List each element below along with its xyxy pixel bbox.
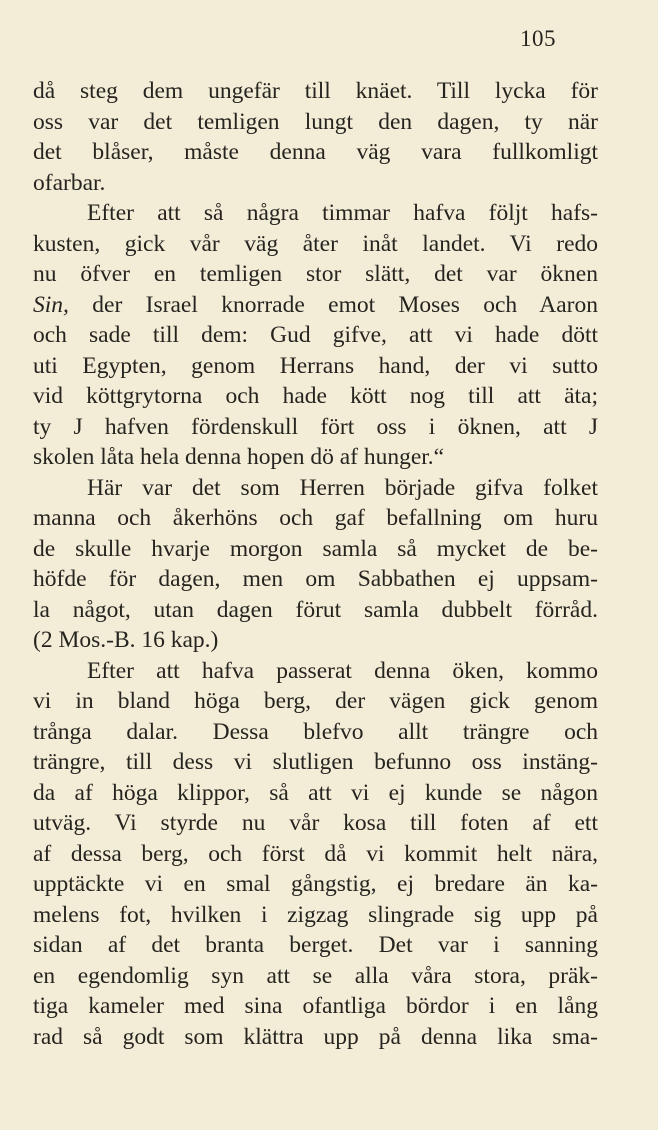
text-line: trånga dalar. Dessa blefvo allt trängre och [33,718,598,745]
text-line: skolen låta hela denna hopen dö af hunger.“ [33,444,445,470]
text-line: utväg. Vi styrde nu vår kosa till foten af ett [33,810,598,836]
text-line: höfde för dagen, men om Sabbathen ej uppsam- [33,566,598,592]
text-line: ofarbar. [33,169,106,196]
text-line [33,290,598,321]
text-line: det blåser, måste denna väg vara fullkomligt [33,139,598,165]
page-number: 105 [520,26,556,51]
text-line: nu öfver en temligen stor slätt, det var öknen [33,261,598,287]
text-line: af dessa berg, och först då vi kommit helt nära, [33,840,598,867]
line-rest: der Israel knorrade emot Moses och Aaron [68,291,598,318]
text-line: trängre, till dess vi slutligen befunno oss instäng- [33,749,598,775]
italic-word: Sin, [33,291,69,318]
text-line: rad så godt som klättra upp på denna lika sma- [33,1023,598,1050]
text-line: oss var det temligen lungt den dagen, ty när [33,108,598,135]
paragraph-start-line: Här var det som Herren började gifva folket [87,474,598,501]
paragraph-start-line: Efter att så några timmar hafva följt hafs- [87,200,598,226]
text-line: då steg dem ungefär till knäet. Till lycka för [33,78,598,104]
text-line: ty J hafven fördenskull fört oss i öknen, att J [33,413,598,440]
text-line: tiga kameler med sina ofantliga bördor i en lång [33,993,598,1019]
text-line: manna och åkerhöns och gaf befallning om huru [33,505,598,531]
text-line: och sade till dem: Gud gifve, att vi hade dött [33,322,598,348]
text-line: (2 Mos.-B. 16 kap.) [33,627,219,653]
text-line: melens fot, hvilken i zigzag slingrade sig upp på [33,901,598,928]
text-line: de skulle hvarje morgon samla så mycket de be- [33,535,598,562]
text-line: vid köttgrytorna och hade kött nog till att äta; [33,383,598,409]
text-line: vi in bland höga berg, der vägen gick genom [33,688,598,714]
text-line: la något, utan dagen förut samla dubbelt förråd. [33,596,598,623]
text-line: kusten, gick vår väg åter inåt landet. Vi redo [33,230,598,257]
text-line: sidan af det branta berget. Det var i sanning [33,932,598,958]
text-line: upptäckte vi en smal gångstig, ej bredare än ka- [33,871,598,897]
text-line: en egendomlig syn att se alla våra stora, präk- [33,962,598,989]
text-line: uti Egypten, genom Herrans hand, der vi sutto [33,352,598,379]
paragraph-start-line: Efter att hafva passerat denna öken, kommo [87,657,598,684]
body-text [33,76,598,1052]
text-line: da af höga klippor, så att vi ej kunde se någon [33,779,598,806]
